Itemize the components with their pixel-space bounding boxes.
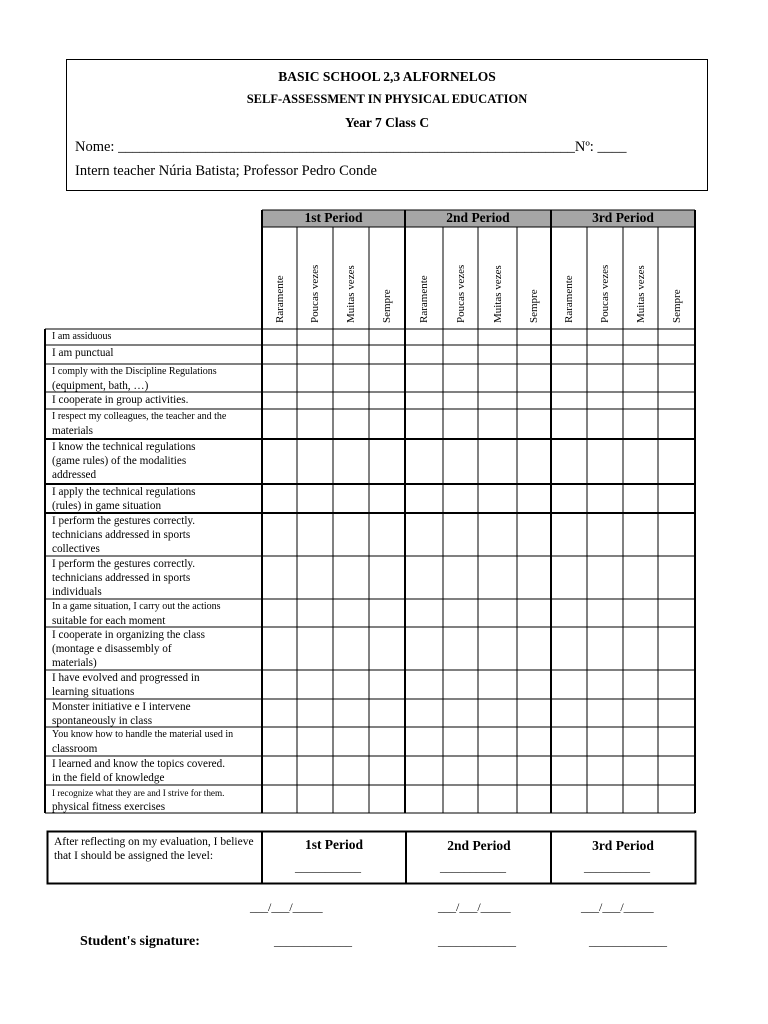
date-field-2[interactable]: ___/___/_____ <box>438 900 511 914</box>
criterion-line: I am punctual <box>52 347 114 359</box>
name-field[interactable]: _______________________________________________________________ <box>118 139 575 155</box>
teacher-line: Intern teacher Núria Batista; Professor Pedro Conde <box>75 163 377 179</box>
criterion-line: I cooperate in organizing the class <box>52 629 205 641</box>
signature-label: Student's signature: <box>80 934 200 949</box>
criterion-line: I am assiduous <box>52 331 112 342</box>
date-field-1[interactable]: ___/___/_____ <box>250 900 323 914</box>
scale-label-muitas-vezes: Muitas vezes <box>345 265 357 323</box>
criterion-line: I perform the gestures correctly. <box>52 515 196 527</box>
level-question: After reflecting on my evaluation, I believe that I should be assigned the level: <box>54 836 254 862</box>
criterion-line: I comply with the Discipline Regulations <box>52 366 217 377</box>
level-period-2: 2nd Period <box>447 838 511 853</box>
number-field[interactable]: ____ <box>597 139 627 155</box>
criterion-line: physical fitness exercises <box>52 801 166 813</box>
period-header-2: 2nd Period <box>446 210 510 225</box>
criterion-line: I have evolved and progressed in <box>52 672 200 684</box>
criterion-line: I recognize what they are and I strive for them. <box>52 788 225 798</box>
criterion-line: classroom <box>52 743 98 755</box>
scale-label-raramente: Raramente <box>563 275 575 323</box>
level-period-3: 3rd Period <box>592 838 654 853</box>
scale-label-poucas-vezes: Poucas vezes <box>309 264 321 323</box>
scale-label-poucas-vezes: Poucas vezes <box>599 264 611 323</box>
form-subject: SELF-ASSESSMENT IN PHYSICAL EDUCATION <box>246 92 528 106</box>
criterion-line: I cooperate in group activities. <box>52 394 189 406</box>
period-header-1: 1st Period <box>304 210 363 225</box>
criterion-line: (equipment, bath, …) <box>52 380 149 392</box>
criterion-line: materials <box>52 425 94 437</box>
criterion-line: In a game situation, I carry out the actions <box>52 601 221 612</box>
criterion-line: addressed <box>52 469 97 481</box>
criterion-line: I learned and know the topics covered. <box>52 758 226 770</box>
scale-label-sempre: Sempre <box>381 289 393 323</box>
signature-field-1[interactable]: _____________ <box>274 934 352 948</box>
criterion-line: (game rules) of the modalities <box>52 455 187 467</box>
criterion-line: learning situations <box>52 686 135 698</box>
scale-label-muitas-vezes: Muitas vezes <box>634 265 647 323</box>
criterion-line: spontaneously in class <box>52 715 153 727</box>
criterion-line: I respect my colleagues, the teacher and the <box>52 411 227 422</box>
criterion-line: I perform the gestures correctly. <box>52 558 196 570</box>
scale-label-raramente: Raramente <box>418 275 430 323</box>
level-field-2[interactable]: ___________ <box>440 860 506 874</box>
criterion-line: technicians addressed in sports <box>52 529 191 541</box>
scale-label-poucas-vezes: Poucas vezes <box>454 264 467 323</box>
criterion-line: Monster initiative e I intervene <box>52 701 191 713</box>
scale-label-sempre: Sempre <box>528 289 540 323</box>
criterion-line: I apply the technical regulations <box>52 486 196 498</box>
criterion-line: collectives <box>52 543 100 555</box>
criterion-line: You know how to handle the material used in <box>52 729 234 740</box>
criterion-line: in the field of knowledge <box>52 772 165 784</box>
date-field-3[interactable]: ___/___/_____ <box>581 900 654 914</box>
signature-field-3[interactable]: _____________ <box>589 934 667 948</box>
scale-label-sempre: Sempre <box>670 289 683 323</box>
scale-label-muitas-vezes: Muitas vezes <box>491 265 504 323</box>
criterion-line: individuals <box>52 586 102 598</box>
number-label: Nº: <box>574 139 594 155</box>
criterion-line: (rules) in game situation <box>52 500 162 512</box>
level-period-1: 1st Period <box>304 837 364 852</box>
year-class: Year 7 Class C <box>344 115 430 130</box>
criterion-line: materials) <box>52 657 97 669</box>
criterion-line: suitable for each moment <box>52 615 166 627</box>
criterion-line: (montage e disassembly of <box>52 643 172 655</box>
scale-label-raramente: Raramente <box>273 275 286 323</box>
level-field-3[interactable]: ___________ <box>584 860 650 874</box>
criterion-line: I know the technical regulations <box>52 441 196 453</box>
level-field-1[interactable]: ___________ <box>295 860 361 874</box>
signature-field-2[interactable]: _____________ <box>438 934 516 948</box>
criterion-line: technicians addressed in sports <box>52 572 191 584</box>
period-header-3: 3rd Period <box>592 210 654 225</box>
school-name: BASIC SCHOOL 2,3 ALFORNELOS <box>278 69 496 84</box>
name-label: Nome: <box>75 139 115 155</box>
